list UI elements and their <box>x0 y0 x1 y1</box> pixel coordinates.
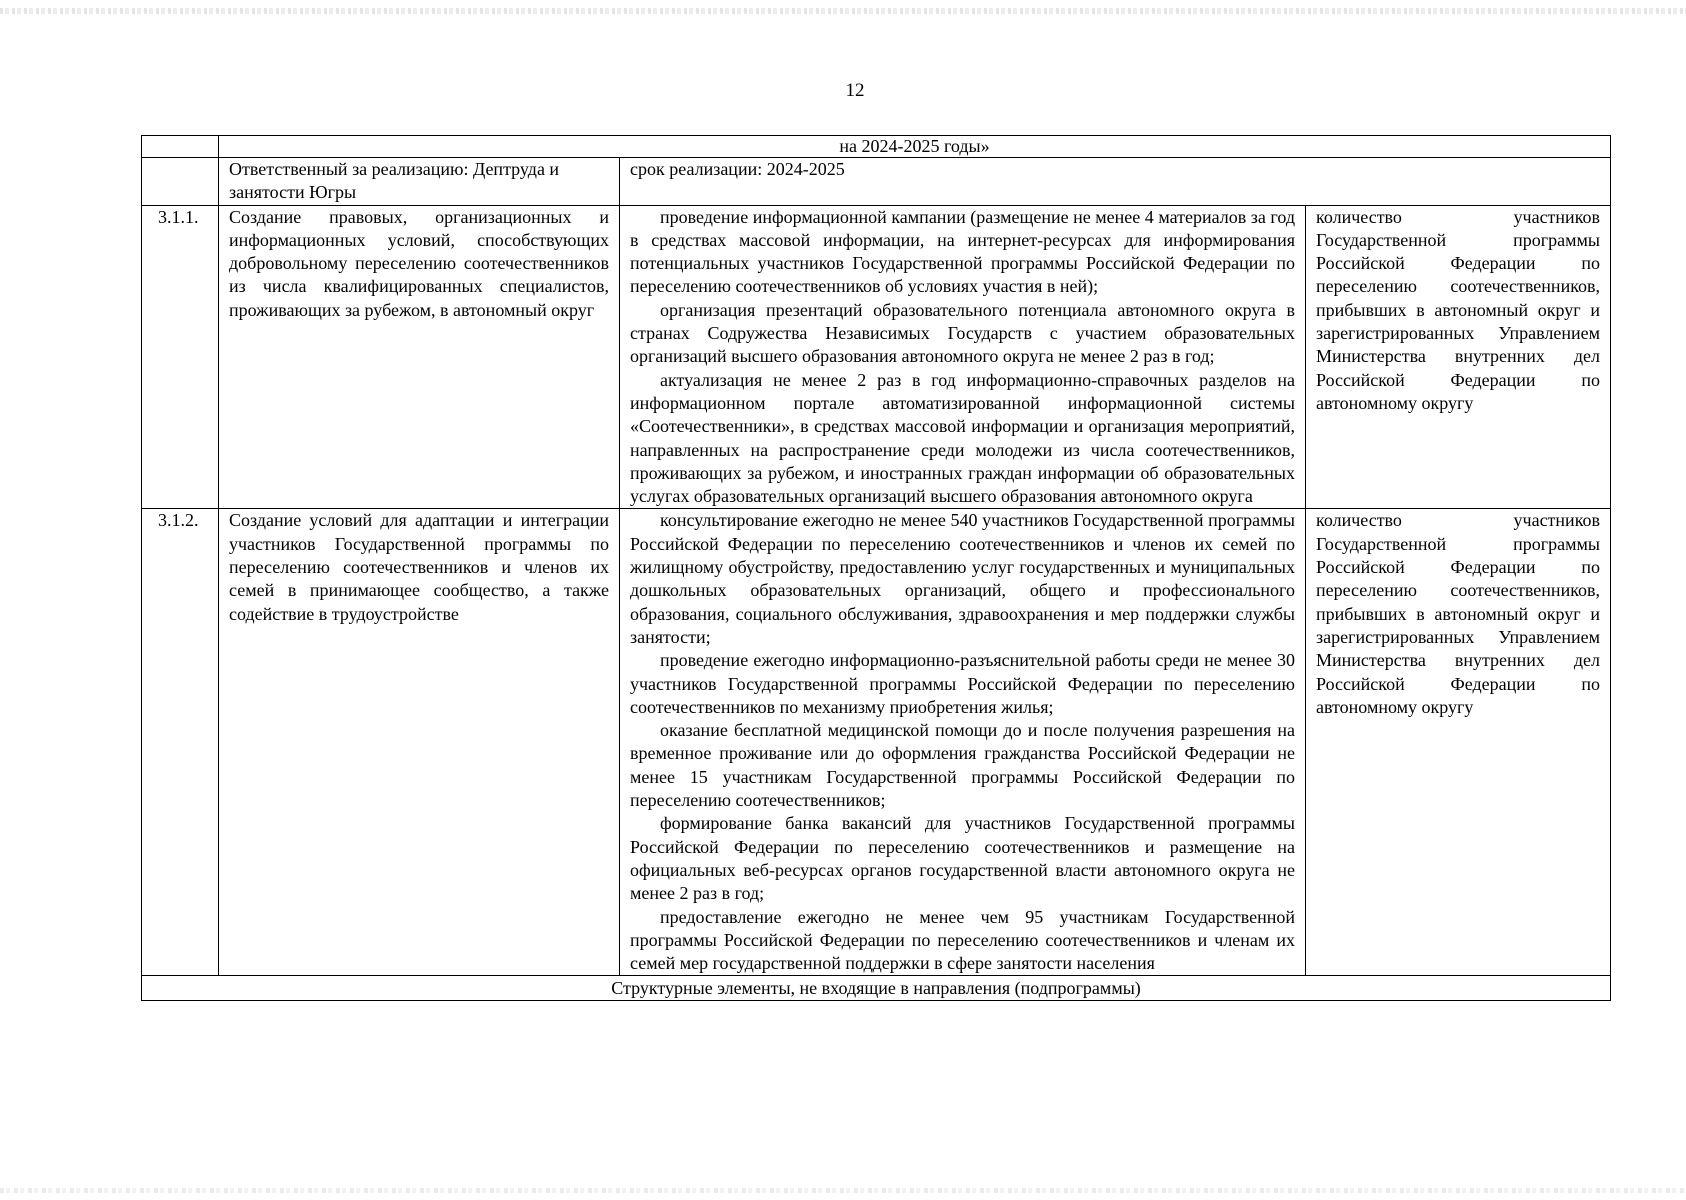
row-number: 3.1.2. <box>142 509 219 976</box>
blank-cell <box>142 136 219 158</box>
blank-cell <box>142 158 219 206</box>
measure-item: консультирование ежегодно не менее 540 участников Государственной программы Российской Федерации по переселению соотечественников и членов их семей по жилищному обустройству, предоставлению услуг государственных и муниципальных дошкольных образовательных организаций, общего и профессионального образования, социального обслуживания, здравоохранения и мер поддержки службы занятости; <box>630 510 1295 647</box>
indicator-cell: количество участников Государственной программы Российской Федерации по переселению соотечественников, прибывших в автономный округ и зарегистрированных Управлением Министерства внутренних дел Российской Федерации по автономному округу <box>1306 509 1611 976</box>
scan-edge-bottom <box>0 1188 1686 1193</box>
indicator-cell: количество участников Государственной программы Российской Федерации по переселению соотечественников, прибывших в автономный округ и зарегистрированных Управлением Министерства внутренних дел Российской Федерации по автономному округу <box>1306 205 1611 509</box>
table-row <box>142 509 1611 976</box>
measure-item: проведение информационной кампании (размещение не менее 4 материалов за год в средствах массовой информации, на интернет-ресурсах для информирования потенциальных участников Государственной программы Российской Федерации по переселению соотечественников об условиях участия в ней); <box>630 206 1295 297</box>
footer-row <box>142 976 1611 1001</box>
measure-item: проведение ежегодно информационно-разъяснительной работы среди не менее 30 участников Государственной программы Российской Федерации по переселению соотечественников по механизму приобретения жилья; <box>630 650 1295 717</box>
row-number: 3.1.1. <box>142 205 219 509</box>
term-cell: срок реализации: 2024-2025 <box>620 158 1611 206</box>
program-table <box>141 135 1611 1001</box>
responsible-row <box>142 158 1611 206</box>
responsible-cell: Ответственный за реализацию: Дептруда и занятости Югры <box>219 158 620 206</box>
measures-cell <box>620 205 1306 509</box>
page-number: 12 <box>845 80 865 101</box>
scan-edge-top <box>0 8 1686 14</box>
measure-item: предоставление ежегодно не менее чем 95 участникам Государственной программы Российской Федерации по переселению соотечественников и членам их семей мер государственной поддержки в сфере занятости населения <box>630 906 1295 974</box>
measures-cell <box>620 509 1306 976</box>
period-header-row <box>142 136 1611 158</box>
measure-item: актуализация не менее 2 раз в год информационно-справочных разделов на информационном портале автоматизированной информационной системы «Соотечественники», в средствах массовой информации и организация мероприятий, направленных на распространение среди молодежи из числа соотечественников, проживающих за рубежом, и иностранных граждан информации об образовательных услугах образовательных организаций высшего образования автономного округа <box>630 369 1295 507</box>
period-header: на 2024-2025 годы» <box>219 136 1611 158</box>
section-footer: Структурные элементы, не входящие в направления (подпрограммы) <box>142 976 1611 1001</box>
measure-item: формирование банка вакансий для участников Государственной программы Российской Федерации по переселению соотечественников и размещение на официальных веб-ресурсах органов государственной власти автономного округа не менее 2 раз в год; <box>630 813 1295 904</box>
task-cell: Создание условий для адаптации и интеграции участников Государственной программы по переселению соотечественников и членов их семей в принимающее сообщество, а также содействие в трудоустройстве <box>219 509 620 976</box>
table-row <box>142 205 1611 509</box>
task-cell: Создание правовых, организационных и информационных условий, способствующих добровольному переселению соотечественников из числа квалифицированных специалистов, проживающих за рубежом, в автономный округ <box>219 205 620 509</box>
measure-item: оказание бесплатной медицинской помощи до и после получения разрешения на временное проживание или до оформления гражданства Российской Федерации не менее 15 участникам Государственной программы Российской Федерации по переселению соотечественников; <box>630 720 1295 811</box>
measure-item: организация презентаций образовательного потенциала автономного округа в странах Содружества Независимых Государств с участием образовательных организаций высшего образования автономного округа не менее 2 раз в год; <box>630 299 1295 367</box>
